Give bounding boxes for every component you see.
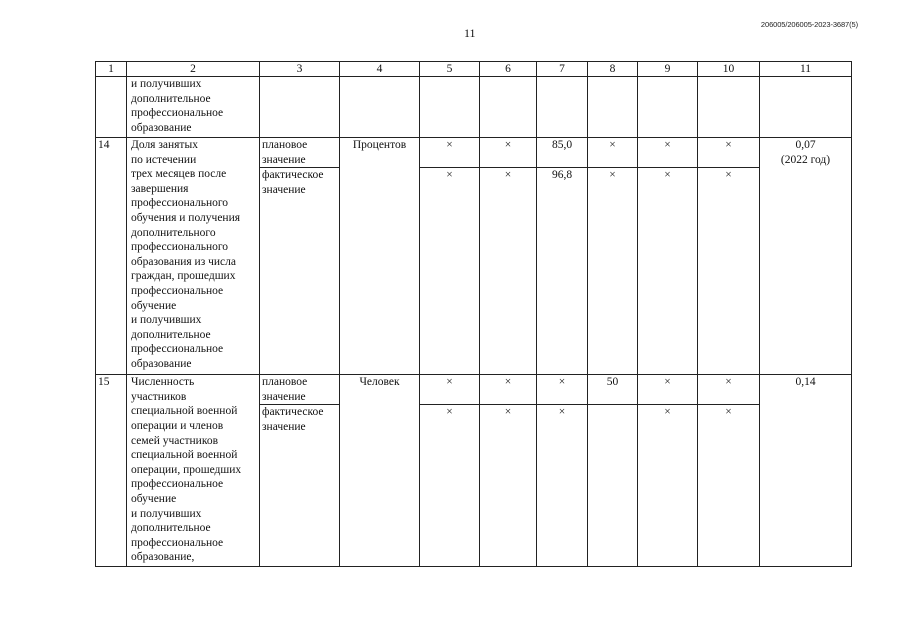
row-number: 15	[96, 375, 127, 567]
fact-value: ×	[480, 405, 537, 567]
fact-value: ×	[638, 168, 698, 375]
header-cell: 7	[537, 62, 588, 77]
header-row	[96, 62, 852, 77]
fact-value: ×	[698, 405, 760, 567]
page-number: 11	[464, 26, 476, 40]
plan-value: ×	[480, 375, 537, 405]
header-cell: 11	[760, 62, 852, 77]
plan-label: плановое значение	[260, 375, 340, 405]
header-cell: 6	[480, 62, 537, 77]
fact-value: 96,8	[537, 168, 588, 375]
plan-value: ×	[638, 375, 698, 405]
indicator-name: Численность участников специальной военной операции и членов семей участников специальной военной операции, прошедших профессиональное обучение и получивших дополнительное профессиональное образование,	[127, 375, 260, 567]
header-cell: 2	[127, 62, 260, 77]
fact-value: ×	[480, 168, 537, 375]
plan-value: 85,0	[537, 138, 588, 168]
fact-label: фактическое значение	[260, 405, 340, 567]
row-number: 14	[96, 138, 127, 375]
plan-value: ×	[420, 138, 480, 168]
continuation-row	[96, 77, 852, 138]
header-cell: 4	[340, 62, 420, 77]
unit-cell: Процентов	[340, 138, 420, 375]
fact-value: ×	[420, 168, 480, 375]
plan-value: 50	[588, 375, 638, 405]
plan-value: ×	[698, 375, 760, 405]
continuation-text: и получивших дополнительное профессиональное образование	[127, 77, 260, 138]
header-cell: 8	[588, 62, 638, 77]
plan-value: ×	[698, 138, 760, 168]
indicators-table	[95, 61, 852, 567]
document-id: 206005/206005-2023-3687(5)	[760, 20, 858, 29]
plan-value: ×	[420, 375, 480, 405]
fact-value: ×	[420, 405, 480, 567]
col11-value: 0,07 (2022 год)	[760, 138, 852, 375]
header-cell: 9	[638, 62, 698, 77]
plan-value: ×	[638, 138, 698, 168]
header-cell: 1	[96, 62, 127, 77]
plan-label: плановое значение	[260, 138, 340, 168]
table-row	[96, 138, 852, 168]
plan-value: ×	[588, 138, 638, 168]
plan-value: ×	[480, 138, 537, 168]
fact-value	[588, 405, 638, 567]
fact-value: ×	[638, 405, 698, 567]
fact-value: ×	[698, 168, 760, 375]
table-row	[96, 375, 852, 405]
indicator-name: Доля занятых по истечении трех месяцев после завершения профессионального обучения и получения дополнительного профессионального образования из числа граждан, прошедших профессиональное обучение и получивших дополнительное профессиональное образование	[127, 138, 260, 375]
unit-cell: Человек	[340, 375, 420, 567]
header-cell: 10	[698, 62, 760, 77]
plan-value: ×	[537, 375, 588, 405]
header-cell: 5	[420, 62, 480, 77]
fact-value: ×	[588, 168, 638, 375]
col11-value: 0,14	[760, 375, 852, 567]
fact-value: ×	[537, 405, 588, 567]
fact-label: фактическое значение	[260, 168, 340, 375]
header-cell: 3	[260, 62, 340, 77]
